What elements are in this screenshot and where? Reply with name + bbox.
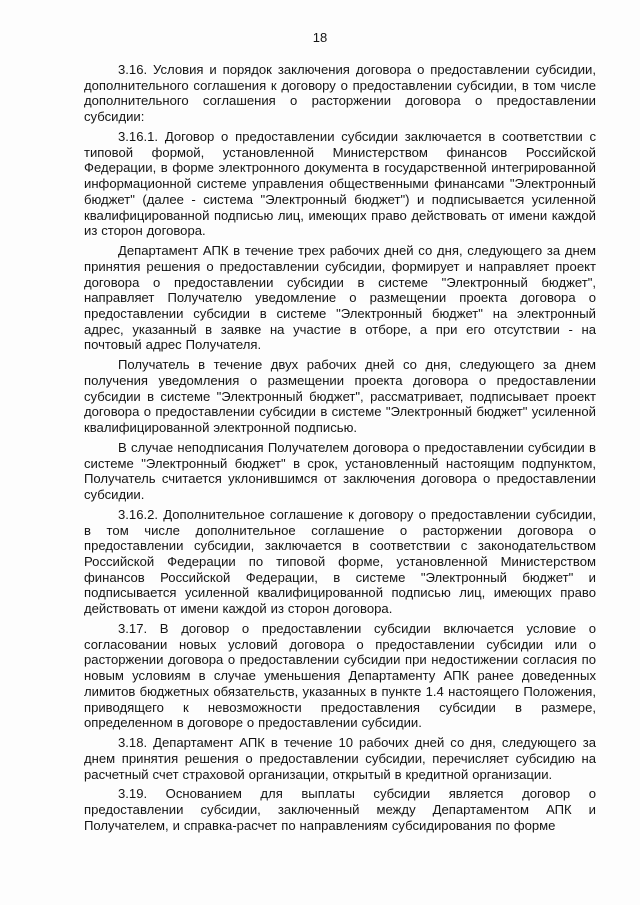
paragraph-3-16: 3.16. Условия и порядок заключения договора о предоставлении субсидии, дополнительного соглашения к договору о предоставлении субсидии, в том числе дополнительного соглашения о расторжении договора о предоставлении субсидии: <box>84 62 596 125</box>
paragraph-department-deadline: Департамент АПК в течение трех рабочих дней со дня, следующего за днем принятия решения о предоставлении субсидии, формирует и направляет проект договора о предоставлении субсидии в системе "Электронный бюджет", направляет Получателю уведомление о размещении проекта договора о предоставлении субсидии в системе "Электронный бюджет" на электронный адрес, указанный в заявке на участие в отборе, а при его отсутствии - на почтовый адрес Получателя. <box>84 243 596 353</box>
page-number: 18 <box>312 30 328 45</box>
paragraph-3-19: 3.19. Основанием для выплаты субсидии является договор о предоставлении субсидии, заключенный между Департаментом АПК и Получателем, и справка-расчет по направлениям субсидирования по форме <box>84 786 596 833</box>
document-body <box>84 62 596 838</box>
paragraph-3-16-1: 3.16.1. Договор о предоставлении субсидии заключается в соответствии с типовой формой, установленной Министерством финансов Российской Федерации, в форме электронного документа в государственной интегрированной информационной системе управления общественными финансами "Электронный бюджет" (далее - система "Электронный бюджет") и подписывается усиленной квалифицированной подписью лиц, имеющих право действовать от имени каждой из сторон договора. <box>84 129 596 239</box>
paragraph-non-signing: В случае неподписания Получателем договора о предоставлении субсидии в системе "Электронный бюджет" в срок, установленный настоящим подпунктом, Получатель считается уклонившимся от заключения договора о предоставлении субсидии. <box>84 439 596 503</box>
paragraph-recipient-signing: Получатель в течение двух рабочих дней со дня, следующего за днем получения уведомления о размещении проекта договора о предоставлении субсидии в системе "Электронный бюджет", рассматривает, подписывает проект договора о предоставлении субсидии в системе "Электронный бюджет" усиленной квалифицированной электронной подписью. <box>84 357 596 436</box>
paragraph-3-16-2: 3.16.2. Дополнительное соглашение к договору о предоставлении субсидии, в том числе дополнительное соглашение о расторжении договора о предоставлении субсидии, заключается в соответствии с законодательством Российской Федерации по типовой форме, установленной Министерством финансов Российской Федерации, в системе "Электронный бюджет" и подписывается усиленной квалифицированной подписью лиц, имеющих право действовать от имени каждой из сторон договора. <box>84 506 596 617</box>
paragraph-3-18: 3.18. Департамент АПК в течение 10 рабочих дней со дня, следующего за днем принятия решения о предоставлении субсидии, перечисляет субсидию на расчетный счет страховой организации, открытый в кредитной организации. <box>84 735 596 782</box>
paragraph-3-17: 3.17. В договор о предоставлении субсидии включается условие о согласовании новых условий договора о предоставлении субсидии или о расторжении договора о предоставлении субсидии при недостижении согласия по новым условиям в случае уменьшения Департаменту АПК ранее доведенных лимитов бюджетных обязательств, указанных в пункте 1.4 настоящего Положения, приводящего к невозможности предоставления субсидии в размере, определенном в договоре о предоставлении субсидии. <box>84 621 596 731</box>
